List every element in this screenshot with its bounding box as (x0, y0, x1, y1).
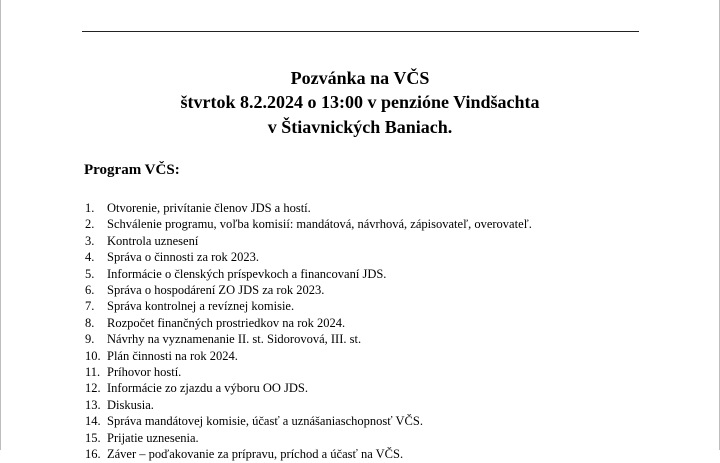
agenda-item (85, 430, 532, 446)
event-place: v Štiavnických Baniach. (267, 117, 453, 137)
agenda-item-text: Otvorenie, privítanie členov JDS a hostí. (107, 201, 311, 215)
agenda-item-number: 15. (85, 430, 101, 445)
agenda-item-number: 2. (85, 217, 95, 232)
agenda-item (85, 249, 532, 265)
agenda-item-text: Správa kontrolnej a revíznej komisie. (107, 299, 295, 314)
invitation-title: Pozvánka na VČS (290, 68, 430, 88)
agenda-item-text: Záver – poďakovanie za prípravu, príchod a účasť na VČS. (107, 447, 404, 462)
agenda-item (85, 331, 532, 347)
agenda-item (85, 266, 532, 282)
agenda-item-text: Návrhy na vyznamenanie II. st. Sidorovová, III. st. (107, 332, 362, 347)
agenda-item-number: 5. (85, 266, 95, 281)
agenda-item-number: 16. (85, 447, 101, 462)
agenda-item-number: 10. (85, 348, 101, 363)
agenda-item-number: 7. (85, 299, 95, 314)
agenda-item-text: Správa mandátovej komisie, účasť a uznášaniaschopnosť VČS. (107, 414, 423, 429)
agenda-item (85, 397, 532, 413)
agenda-item-number: 3. (85, 233, 95, 248)
agenda-item (85, 348, 532, 364)
agenda-item (85, 282, 532, 298)
agenda-item-text: Informácie zo zjazdu a výboru OO JDS. (107, 381, 308, 396)
agenda-item-text: Rozpočet finančných prostriedkov na rok 2024. (107, 315, 346, 330)
agenda-item-text: Správa o hospodárení ZO JDS za rok 2023. (107, 283, 325, 298)
agenda-item (85, 446, 532, 462)
agenda-item-number: 13. (85, 397, 101, 412)
agenda-item (85, 315, 532, 331)
event-date-location: štvrtok 8.2.2024 o 13:00 v penzióne Vindšachta (180, 92, 540, 112)
agenda-item-text: Príhovor hostí. (107, 365, 182, 380)
agenda-item-number: 1. (85, 201, 95, 215)
agenda-item (85, 200, 532, 216)
agenda-item-text: Informácie o členských príspevkoch a financovaní JDS. (107, 266, 387, 281)
header-divider (82, 31, 639, 32)
agenda-item-text: Diskusia. (107, 397, 154, 412)
agenda-item (85, 298, 532, 314)
agenda-item-number: 14. (85, 414, 101, 429)
agenda-item (85, 364, 532, 380)
agenda-item-text: Schválenie programu, voľba komisií: mandátová, návrhová, zápisovateľ, overovateľ. (107, 217, 532, 232)
agenda-item-number: 9. (85, 332, 95, 347)
agenda-item (85, 413, 532, 429)
agenda-item-text: Správa o činnosti za rok 2023. (107, 250, 260, 265)
agenda-item (85, 380, 532, 396)
agenda-item (85, 233, 532, 249)
agenda-item-number: 4. (85, 250, 95, 265)
agenda-item-number: 12. (85, 381, 101, 396)
agenda-item (85, 216, 532, 232)
agenda-list (85, 200, 532, 463)
agenda-item-number: 8. (85, 315, 95, 330)
program-heading: Program VČS: (84, 162, 180, 178)
agenda-item-text: Prijatie uznesenia. (107, 430, 199, 445)
agenda-item-number: 6. (85, 283, 95, 298)
agenda-item-text: Kontrola uznesení (107, 233, 199, 248)
agenda-item-text: Plán činnosti na rok 2024. (107, 348, 238, 363)
agenda-item-number: 11. (85, 365, 101, 380)
